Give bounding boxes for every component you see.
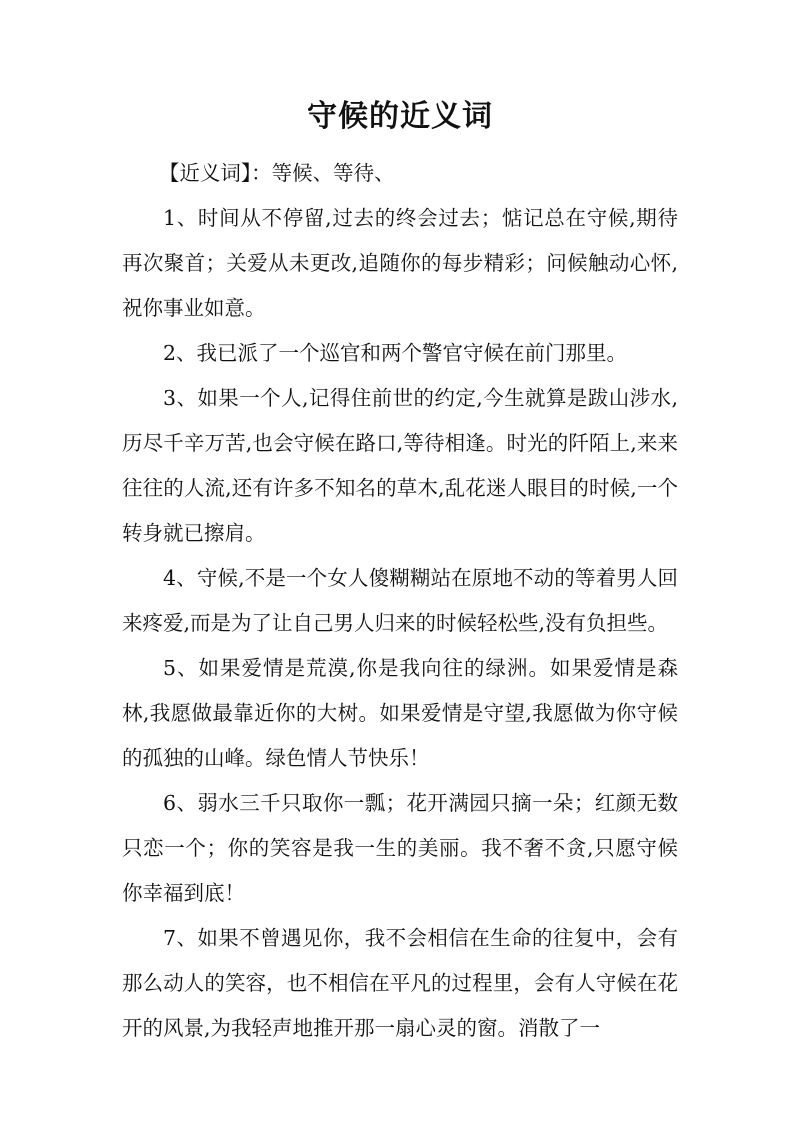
document-body: [122, 151, 678, 1051]
paragraph-5: 5、如果爱情是荒漠,你是我向往的绿洲。如果爱情是森林,我愿做最靠近你的大树。如果爱情是守望,我愿做为你守候的孤独的山峰。绿色情人节快乐！: [122, 656, 678, 770]
synonym-line: 【近义词】：等候、等待、: [158, 161, 395, 185]
paragraph-4: 4、守候,不是一个女人傻糊糊站在原地不动的等着男人回来疼爱,而是为了让自己男人归来的时候轻松些,没有负担些。: [122, 566, 678, 635]
paragraph-6: 6、弱水三千只取你一瓢；花开满园只摘一朵；红颜无数只恋一个；你的笑容是我一生的美丽。我不奢不贪,只愿守候你幸福到底！: [122, 791, 678, 905]
paragraph-1: 1、时间从不停留,过去的终会过去；惦记总在守候,期待再次聚首；关爱从未更改,追随你的每步精彩；问候触动心怀,祝你事业如意。: [122, 206, 678, 320]
paragraph-3: 3、如果一个人,记得住前世的约定,今生就算是跋山涉水,历尽千辛万苦,也会守候在路口,等待相逢。时光的阡陌上,来来往往的人流,还有许多不知名的草木,乱花迷人眼目的时候,一个转身就已擦肩。: [122, 386, 678, 545]
paragraph-2: 2、我已派了一个巡官和两个警官守候在前门那里。: [163, 341, 628, 365]
paragraph-7: 7、如果不曾遇见你，我不会相信在生命的往复中，会有那么动人的笑容，也不相信在平凡的过程里，会有人守候在花开的风景,为我轻声地推开那一扇心灵的窗。消散了一: [122, 926, 678, 1040]
document-title: 守候的近义词: [307, 99, 493, 134]
